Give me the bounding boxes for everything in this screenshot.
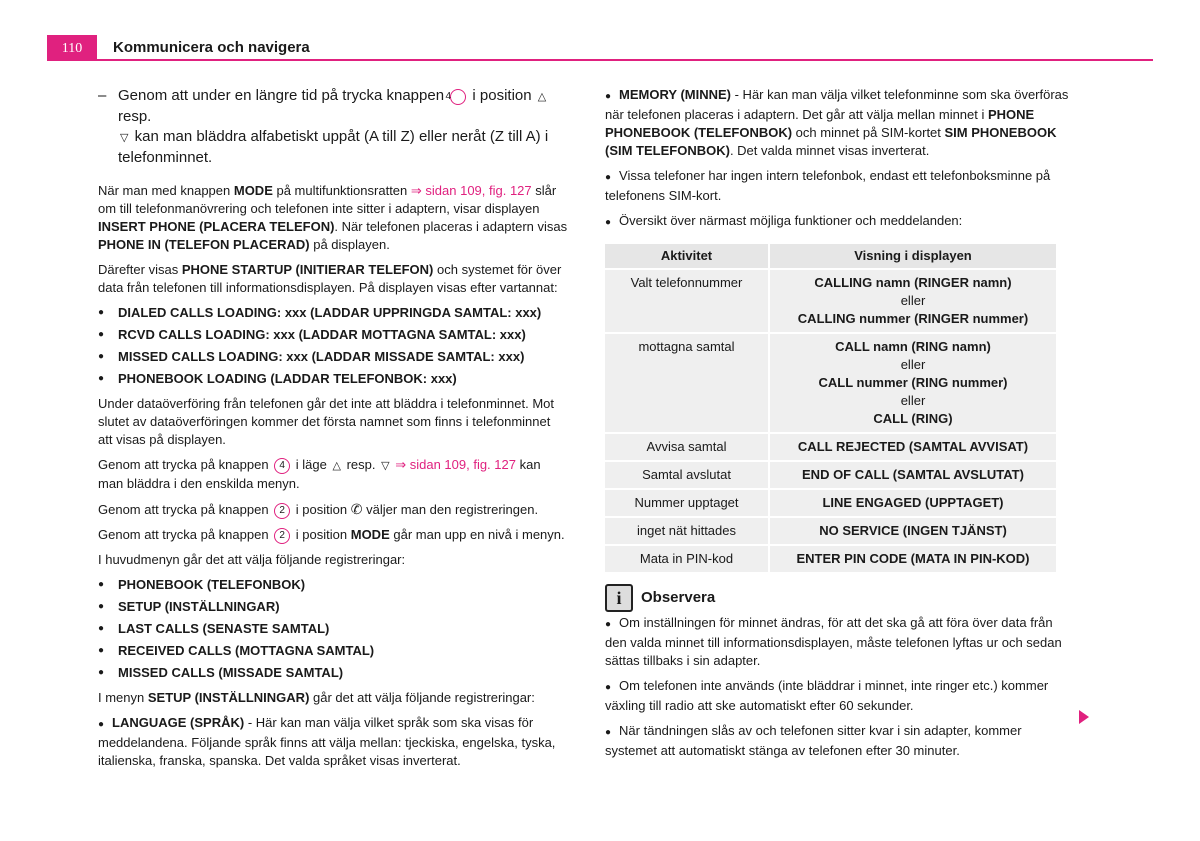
paragraph-main-menu: I huvudmenyn går det att välja följande registreringar:: [98, 552, 406, 567]
intro-step: – Genom att under en längre tid på trycka knappen 4 i position △ resp. ▽ kan man bläddra alfabetiskt uppåt (A till Z) eller neråt (Z till A) i telefonminnet.: [98, 87, 549, 166]
column-header: Aktivitet: [605, 244, 770, 268]
key-button-icon: 2: [274, 528, 290, 544]
key-button-icon: 4: [274, 458, 290, 474]
paragraph-transfer: Under dataöverföring från telefonen går det inte att bläddra i telefonminnet. Mot slutet av dataöverföringen kommer det första namnet som finns i telefonminnet att visas på displayen.: [98, 396, 555, 447]
paragraph-setup: I menyn SETUP (INSTÄLLNINGAR) går det att välja följande registreringar:: [98, 690, 535, 705]
triangle-down-icon: ▽: [381, 460, 390, 472]
section-title: Kommunicera och navigera: [113, 39, 310, 56]
triangle-up-icon: △: [332, 460, 341, 472]
paragraph-sim: ● Vissa telefoner har ingen intern telefonbok, endast ett telefonboksminne på telefonens SIM-kort.: [605, 168, 1051, 203]
loading-list: [98, 304, 568, 388]
note-item: ● Om inställningen för minnet ändras, för att det ska gå att föra över data från den valda minnet till informationsdisplayen, måste telefonen lyftas ur och sedan sättas tillbaks i sin adapter.: [605, 615, 1062, 668]
list-item: ● PHONEBOOK LOADING (LADDAR TELEFONBOK: xxx): [98, 370, 568, 388]
note-item: ● Om telefonen inte används (inte bläddrar i minnet, inte ringer etc.) kommer växling till radio att ske automatiskt efter 60 sekunder.: [605, 678, 1049, 713]
table-row: Mata in PIN-kod ENTER PIN CODE (MATA IN PIN-KOD): [605, 546, 1056, 572]
paragraph-startup: Därefter visas PHONE STARTUP (INITIERAR TELEFON) och systemet för över data från telefonen till informationsdisplayen. På displayen visas efter vartannat:: [98, 262, 562, 295]
right-column: [605, 86, 1075, 767]
table-row: Samtal avslutat END OF CALL (SAMTAL AVSLUTAT): [605, 462, 1056, 488]
paragraph-level-up: Genom att trycka på knappen 2 i position MODE går man upp en nivå i menyn.: [98, 527, 565, 542]
table-row: mottagna samtal CALL namn (RING namn) eller CALL nummer (RING nummer) eller CALL (RING): [605, 334, 1056, 432]
table-row: inget nät hittades NO SERVICE (INGEN TJÄNST): [605, 518, 1056, 544]
page-reference-link[interactable]: ⇒ sidan 109, fig. 127: [395, 457, 516, 472]
info-icon: i: [605, 584, 633, 612]
main-menu-list: [98, 576, 568, 682]
list-item: ● MISSED CALLS LOADING: xxx (LADDAR MISSADE SAMTAL: xxx): [98, 348, 568, 366]
table-row: Avvisa samtal CALL REJECTED (SAMTAL AVVISAT): [605, 434, 1056, 460]
triangle-down-icon: ▽: [120, 132, 129, 144]
list-item: ● SETUP (INSTÄLLNINGAR): [98, 598, 568, 616]
column-header: Visning i displayen: [770, 244, 1056, 268]
paragraph-scroll: Genom att trycka på knappen 4 i läge △ resp. ▽ ⇒ sidan 109, fig. 127 kan man bläddra i den enskilda menyn.: [98, 457, 541, 491]
table-header-row: [605, 244, 1056, 268]
table-row: Valt telefonnummer CALLING namn (RINGER namn) eller CALLING nummer (RINGER nummer): [605, 270, 1056, 332]
left-column: [98, 86, 568, 777]
note-title: Observera: [641, 589, 716, 606]
paragraph-overview: ● Översikt över närmast möjliga funktioner och meddelanden:: [605, 213, 963, 228]
triangle-up-icon: △: [537, 91, 547, 103]
paragraph-mode: När man med knappen MODE på multifunktionsratten ⇒ sidan 109, fig. 127 slår om till telefonmanövrering och telefonen inte sitter i adaptern, visar displayen INSERT PHONE (PLACERA TELEFON). När telefonen placeras i adaptern visas PHONE IN (TELEFON PLACERAD) på displayen.: [98, 183, 568, 252]
note-item: ● När tändningen slås av och telefonen sitter kvar i sin adapter, kommer systemet att automatiskt stänga av telefonen efter 30 minuter.: [605, 723, 1022, 758]
list-item: ● MISSED CALLS (MISSADE SAMTAL): [98, 664, 568, 682]
table-row: Nummer upptaget LINE ENGAGED (UPPTAGET): [605, 490, 1056, 516]
key-button-icon: 4: [450, 89, 466, 105]
paragraph-select: Genom att trycka på knappen 2 i position ✆ väljer man den registreringen.: [98, 501, 539, 517]
header-rule: [47, 59, 1153, 61]
page-reference-link[interactable]: ⇒ sidan 109, fig. 127: [410, 183, 532, 198]
next-page-arrow-icon[interactable]: [1079, 710, 1089, 724]
list-item: ● RECEIVED CALLS (MOTTAGNA SAMTAL): [98, 642, 568, 660]
phone-handset-icon: ✆: [350, 501, 363, 517]
paragraph-language: ● LANGUAGE (SPRÅK) - Här kan man välja vilket språk som ska visas för meddelandena. Följande språk finns att välja mellan: tjeckiska, engelska, tyska, italienska, franska, spanska. Det valda språket visas inverterat.: [98, 715, 556, 768]
list-item: ● DIALED CALLS LOADING: xxx (LADDAR UPPRINGDA SAMTAL: xxx): [98, 304, 568, 322]
page-number: 110: [47, 35, 97, 61]
display-messages-table: [605, 242, 1056, 574]
list-item: ● LAST CALLS (SENASTE SAMTAL): [98, 620, 568, 638]
paragraph-memory: ● MEMORY (MINNE) - Här kan man välja vilket telefonminne som ska överföras när telefonen placeras i adaptern. Det går att välja mellan minnet i PHONE PHONEBOOK (TELEFONBOK) och minnet på SIM-kortet SIM PHONEBOOK (SIM TELEFONBOK). Det valda minnet visas inverterat.: [605, 87, 1069, 158]
note-header: [605, 584, 1075, 612]
list-item: ● RCVD CALLS LOADING: xxx (LADDAR MOTTAGNA SAMTAL: xxx): [98, 326, 568, 344]
list-item: ● PHONEBOOK (TELEFONBOK): [98, 576, 568, 594]
key-button-icon: 2: [274, 503, 290, 519]
